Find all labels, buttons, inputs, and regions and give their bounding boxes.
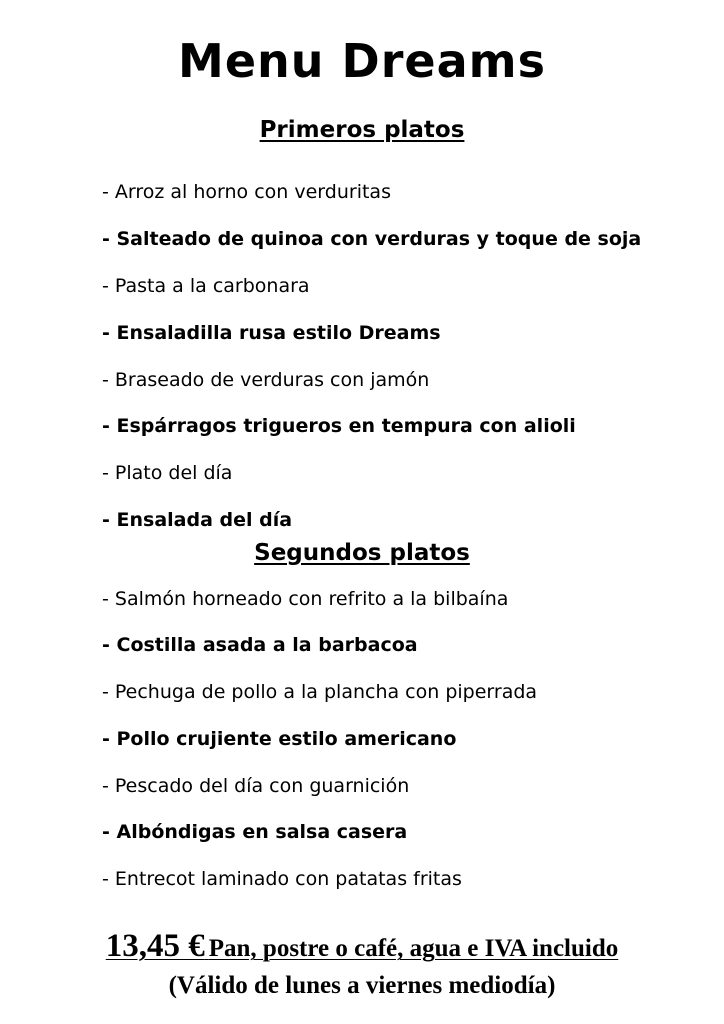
dish-item: - Costilla asada a la barbacoa xyxy=(102,634,418,656)
dish-item: - Arroz al horno con verduritas xyxy=(102,181,391,203)
dish-item: - Ensalada del día xyxy=(102,509,293,531)
section-heading-primeros: Primeros platos xyxy=(259,117,465,143)
dish-item: - Pechuga de pollo a la plancha con piperrada xyxy=(102,681,538,703)
dish-item: - Braseado de verduras con jamón xyxy=(102,369,430,391)
section-heading-segundos: Segundos platos xyxy=(254,540,470,566)
dish-item: - Pasta a la carbonara xyxy=(102,275,310,297)
dish-item: - Ensaladilla rusa estilo Dreams xyxy=(102,322,441,344)
dish-item: - Entrecot laminado con patatas fritas xyxy=(102,868,462,890)
dish-item: - Espárragos trigueros en tempura con alioli xyxy=(102,415,576,437)
dish-item: - Salmón horneado con refrito a la bilbaína xyxy=(102,588,509,610)
validity-note: (Válido de lunes a viernes mediodía) xyxy=(168,972,556,999)
dish-item: - Salteado de quinoa con verduras y toque de soja xyxy=(102,228,642,250)
price-includes: Pan, postre o café, agua e IVA incluido xyxy=(208,935,619,962)
dish-item: - Pescado del día con guarnición xyxy=(102,775,410,797)
dish-item: - Plato del día xyxy=(102,462,233,484)
dish-item: - Pollo crujiente estilo americano xyxy=(102,728,457,750)
dish-item: - Albóndigas en salsa casera xyxy=(102,821,408,843)
menu-price: 13,45 € xyxy=(105,928,205,964)
price-line xyxy=(0,928,724,965)
menu-title: Menu Dreams xyxy=(178,34,546,88)
